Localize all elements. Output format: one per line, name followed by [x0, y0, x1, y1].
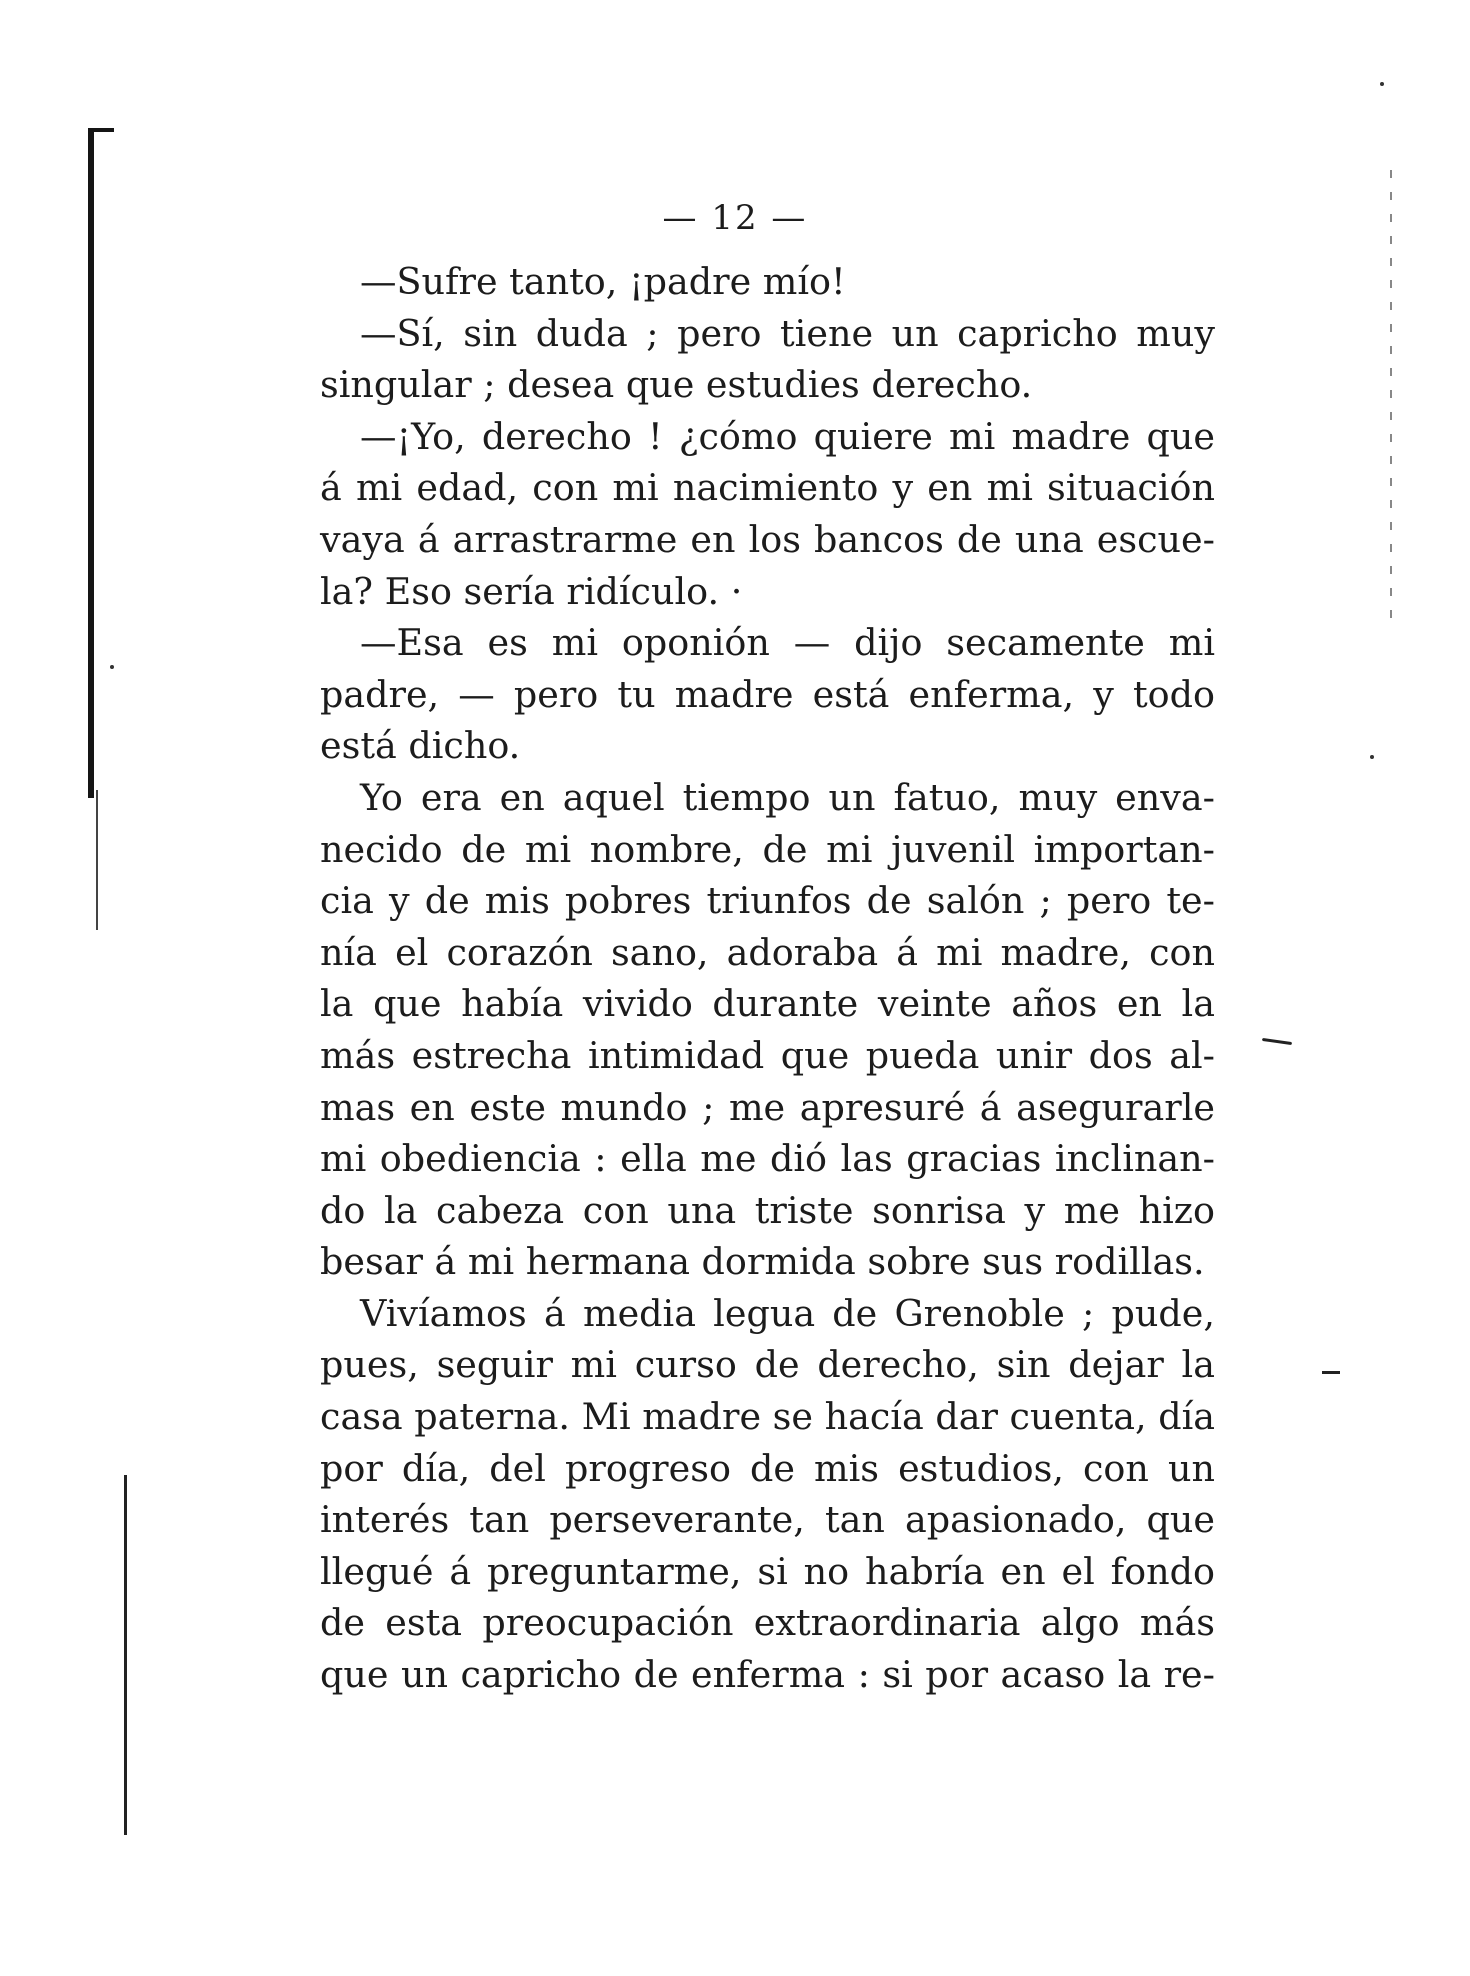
- text-line: padre, — pero tu madre está enferma, y todo: [320, 672, 1215, 716]
- text-line: mi obediencia : ella me dió las gracias inclinan-: [320, 1137, 1215, 1181]
- text-line: pues, seguir mi curso de derecho, sin dejar la: [320, 1343, 1215, 1387]
- text-line: la? Eso sería ridículo. ·: [320, 569, 743, 613]
- scan-mark-artifact: [1262, 1038, 1292, 1045]
- text-line: Yo era en aquel tiempo un fatuo, muy enva-: [360, 775, 1215, 819]
- text-line: besar á mi hermana dormida sobre sus rodillas.: [320, 1240, 1205, 1284]
- text-line: de esta preocupación extraordinaria algo más: [320, 1601, 1215, 1645]
- text-line: está dicho.: [320, 724, 521, 768]
- scan-dot-artifact: [1370, 755, 1374, 759]
- text-line: vaya á arrastrarme en los bancos de una escue-: [320, 517, 1215, 561]
- text-line: necido de mi nombre, de mi juvenil importan-: [320, 827, 1215, 871]
- text-line: Vivíamos á media legua de Grenoble ; pude,: [360, 1291, 1215, 1335]
- text-line: por día, del progreso de mis estudios, con un: [320, 1446, 1215, 1490]
- scan-mark-artifact: [1322, 1371, 1340, 1374]
- text-line: singular ; desea que estudies derecho.: [320, 363, 1033, 407]
- page-body-text: [320, 256, 1215, 1701]
- scan-edge-artifact: [124, 1475, 127, 1835]
- scan-dot-artifact: [1380, 82, 1384, 86]
- text-line: mas en este mundo ; me apresuré á asegurarle: [320, 1085, 1215, 1129]
- scan-dot-artifact: [110, 665, 114, 669]
- text-line: que un capricho de enferma : si por acaso la re-: [320, 1653, 1215, 1697]
- text-line: —¡Yo, derecho ! ¿cómo quiere mi madre que: [360, 414, 1215, 458]
- text-line: —Sí, sin duda ; pero tiene un capricho muy: [360, 311, 1215, 355]
- scan-edge-artifact: [96, 790, 98, 930]
- text-line: cia y de mis pobres triunfos de salón ; pero te-: [320, 879, 1215, 923]
- text-line: do la cabeza con una triste sonrisa y me hizo: [320, 1188, 1215, 1232]
- text-line: —Sufre tanto, ¡padre mío!: [360, 260, 846, 303]
- text-line: —Esa es mi oponión — dijo secamente mi: [360, 621, 1215, 665]
- text-line: más estrecha intimidad que pueda unir dos al-: [320, 1033, 1215, 1077]
- scan-edge-artifact: [88, 128, 114, 132]
- text-line: la que había vivido durante veinte años en la: [320, 982, 1215, 1026]
- text-line: á mi edad, con mi nacimiento y en mi situación: [320, 466, 1215, 510]
- text-line: interés tan perseverante, tan apasionado, que: [320, 1498, 1215, 1542]
- text-line: casa paterna. Mi madre se hacía dar cuenta, día: [320, 1395, 1215, 1439]
- text-line: llegué á preguntarme, si no habría en el fondo: [320, 1549, 1215, 1593]
- page-number: — 12 —: [662, 198, 808, 238]
- text-line: nía el corazón sano, adoraba á mi madre, con: [320, 930, 1215, 974]
